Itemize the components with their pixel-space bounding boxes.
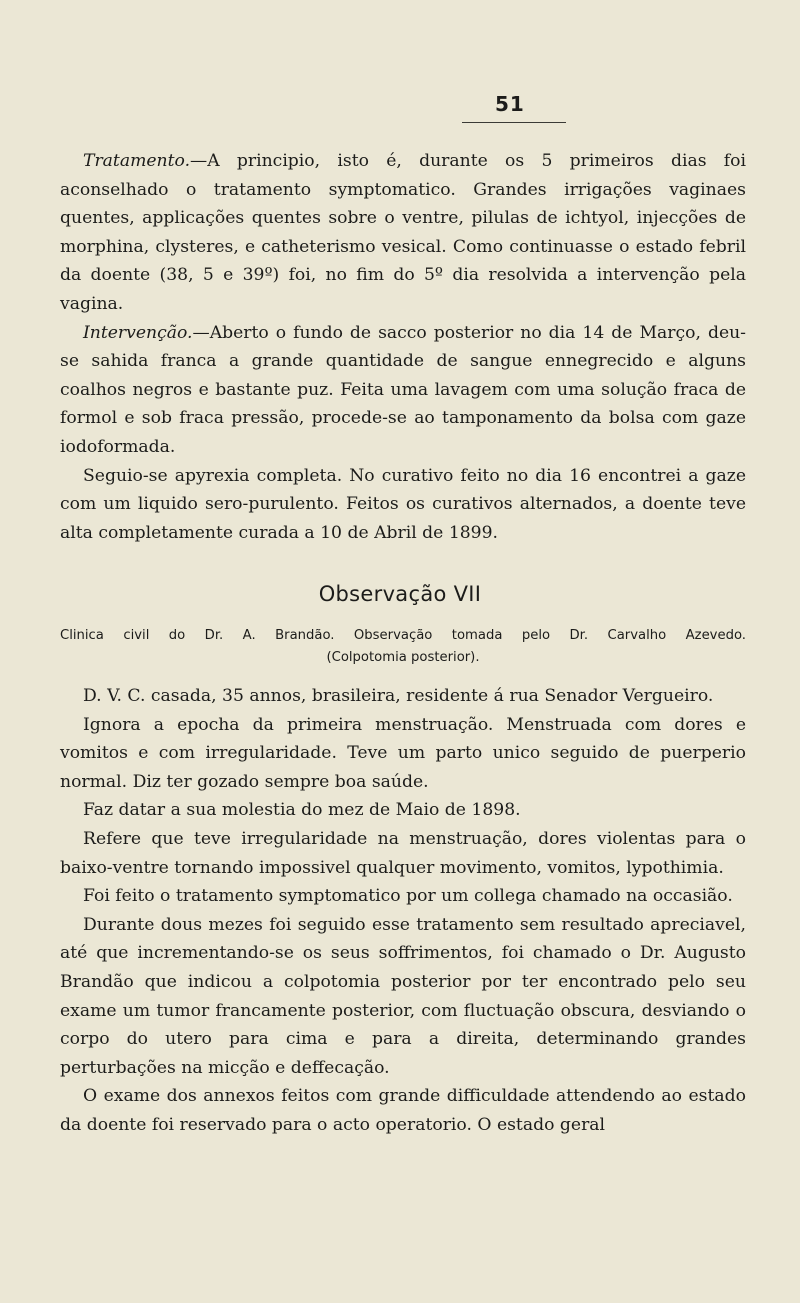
paragraph-intervencao <box>60 319 746 462</box>
paragraph-outcome <box>60 462 746 548</box>
paragraph-text: —A principio, isto é, durante os 5 primeiros dias foi aconselhado o tratamento symptomatico. Grandes irrigações vaginaes quentes, applicações quentes sobre o ventre, pilulas de ichtyol, injecções de morphina, clysteres, e catheterismo vesical. Como continuasse o estado febril da doente (38, 5 e 39º) foi, no fim do 5º dia resolvida a intervenção pela vagina. <box>60 151 746 314</box>
run-in-heading-intervencao: Intervenção. <box>83 322 193 343</box>
paragraph: D. V. C. casada, 35 annos, brasileira, residente á rua Senador Vergueiro. <box>83 686 714 706</box>
paragraph: Durante dous mezes foi seguido esse tratamento sem resultado apreciavel, até que incrementando-se os seus soffrimentos, foi chamado o Dr. Augusto Brandão que indicou a colpotomia posterior por ter encontrado pelo seu exame um tumor francamente posterior, com fluctuação obscura, desviando o corpo do utero para cima e para a direita, determinando grandes perturbações na micção e deffecação. <box>60 914 746 1078</box>
paragraph-text: Seguio-se apyrexia completa. No curativo feito no dia 16 encontrei a gaze com um liquido sero-purulento. Feitos os curativos alternados, a doente teve alta completamente curada a 10 de Abril de 1899. <box>60 465 746 543</box>
treatment-section <box>60 147 746 547</box>
paragraph-tratamento <box>60 147 746 319</box>
page-number-rule <box>462 122 566 123</box>
observation-body <box>60 682 746 1140</box>
paragraph: Refere que teve irregularidade na menstruação, dores violentas para o baixo-ventre tornando impossivel qualquer movimento, vomitos, lypothimia. <box>60 828 746 878</box>
page-number: 51 <box>495 92 525 116</box>
paragraph: Ignora a epocha da primeira menstruação. Menstruada com dores e vomitos e com irregularidade. Teve um parto unico seguido de puerperio normal. Diz ter gozado sempre boa saúde. <box>60 714 746 792</box>
run-in-heading-tratamento: Tratamento. <box>83 151 191 171</box>
observation-heading: Observação VII <box>318 582 482 606</box>
paragraph: Faz datar a sua molestia do mez de Maio de 1898. <box>83 800 521 821</box>
clinic-line: Clinica civil do Dr. A. Brandão. Observação tomada pelo Dr. Carvalho Azevedo. <box>60 628 746 643</box>
procedure-note: (Colpotomia posterior). <box>326 650 480 665</box>
paragraph: Foi feito o tratamento symptomatico por um collega chamado na occasião. <box>83 886 733 907</box>
paragraph: O exame dos annexos feitos com grande difficuldade attendendo ao estado da doente foi reservado para o acto operatorio. O estado geral <box>60 1086 746 1135</box>
clinic-attribution <box>60 625 746 669</box>
paragraph-text: —Aberto o fundo de sacco posterior no dia 14 de Março, deu-se sahida franca a grande quantidade de sangue ennegrecido e alguns coalhos negros e bastante puz. Feita uma lavagem com uma solução fraca de formol e sob fraca pressão, procede-se ao tamponamento da bolsa com gaze iodoformada. <box>60 322 746 457</box>
